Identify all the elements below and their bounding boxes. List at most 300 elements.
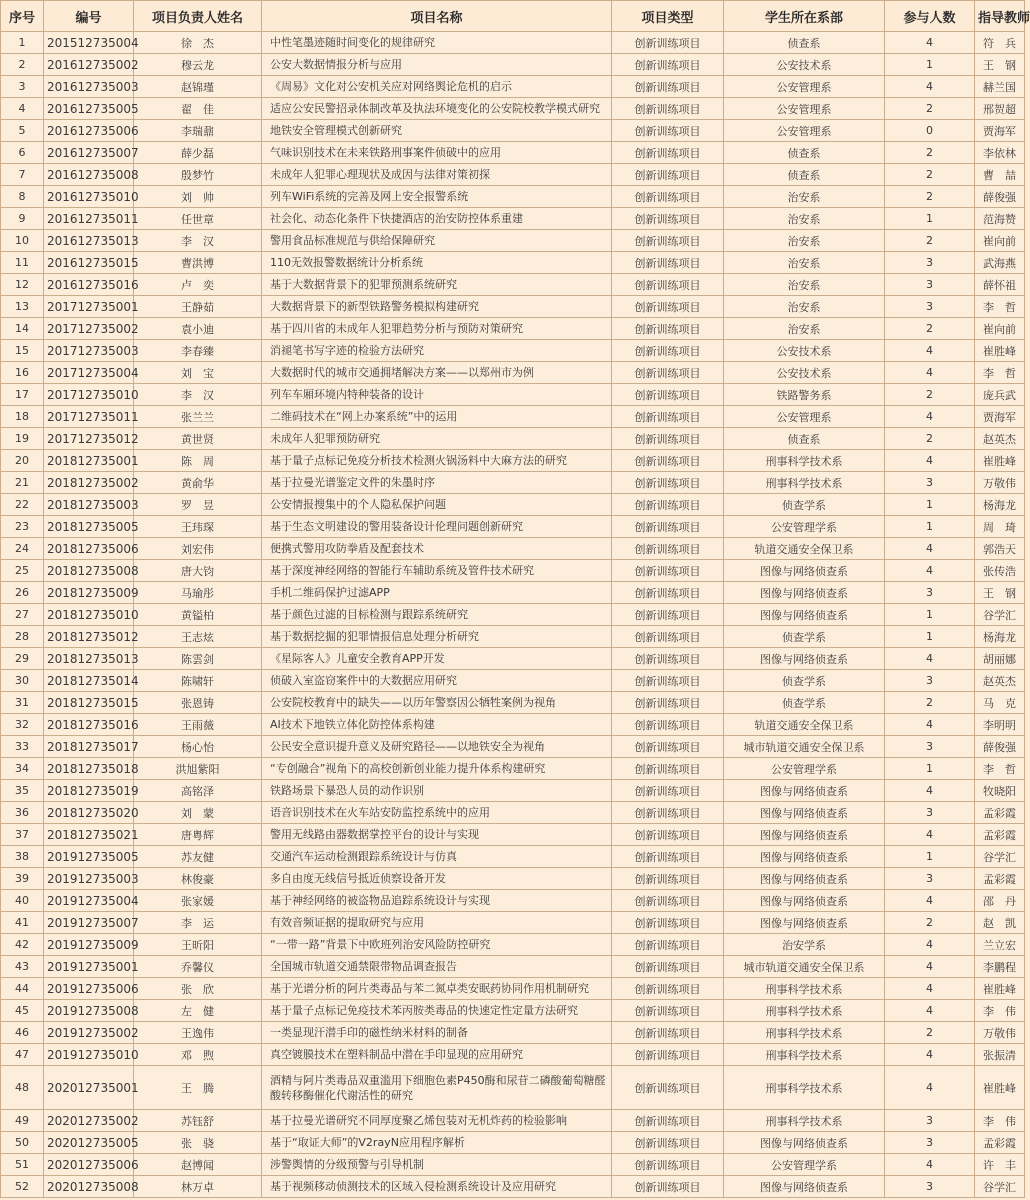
cell-index: 13	[1, 296, 44, 318]
cell-project-type: 创新训练项目	[612, 538, 724, 560]
cell-advisor: 薛俊强	[975, 736, 1025, 758]
cell-advisor: 曹 喆	[975, 164, 1025, 186]
cell-department: 图像与网络侦查系	[724, 824, 885, 846]
table-row	[1, 516, 1025, 538]
cell-participants: 3	[885, 296, 975, 318]
cell-advisor: 周 琦	[975, 516, 1025, 538]
cell-project-type: 创新训练项目	[612, 296, 724, 318]
table-row	[1, 252, 1025, 274]
cell-project-name: 适应公安民警招录体制改革及执法环境变化的公安院校教学模式研究	[262, 98, 612, 120]
cell-participants: 2	[885, 692, 975, 714]
cell-code: 201912735006	[44, 978, 134, 1000]
cell-project-type: 创新训练项目	[612, 824, 724, 846]
cell-participants: 1	[885, 758, 975, 780]
cell-participants: 2	[885, 318, 975, 340]
cell-project-type: 创新训练项目	[612, 340, 724, 362]
cell-participants: 3	[885, 868, 975, 890]
cell-leader: 高铭泽	[134, 780, 262, 802]
cell-code: 201712735001	[44, 296, 134, 318]
cell-leader: 王静茹	[134, 296, 262, 318]
cell-department: 治安学系	[724, 934, 885, 956]
cell-index: 9	[1, 208, 44, 230]
table-row	[1, 186, 1025, 208]
table-row	[1, 1000, 1025, 1022]
cell-participants: 4	[885, 1154, 975, 1176]
cell-project-name: 手机二维码保护过滤APP	[262, 582, 612, 604]
cell-project-type: 创新训练项目	[612, 186, 724, 208]
cell-index: 42	[1, 934, 44, 956]
cell-project-name: 基于颜色过滤的目标检测与跟踪系统研究	[262, 604, 612, 626]
cell-code: 201812735021	[44, 824, 134, 846]
cell-participants: 2	[885, 142, 975, 164]
cell-code: 201812735010	[44, 604, 134, 626]
cell-participants: 4	[885, 824, 975, 846]
cell-project-type: 创新训练项目	[612, 76, 724, 98]
cell-code: 201612735006	[44, 120, 134, 142]
cell-index: 38	[1, 846, 44, 868]
cell-project-type: 创新训练项目	[612, 1000, 724, 1022]
cell-advisor: 胡丽娜	[975, 648, 1025, 670]
cell-project-name: 基于拉曼光谱研究不同厚度聚乙烯包装对无机炸药的检验影响	[262, 1110, 612, 1132]
cell-participants: 3	[885, 472, 975, 494]
cell-project-name: 未成年人犯罪心理现状及成因与法律对策初探	[262, 164, 612, 186]
cell-department: 侦查系	[724, 142, 885, 164]
cell-advisor: 王 钢	[975, 582, 1025, 604]
cell-index: 20	[1, 450, 44, 472]
table-row	[1, 912, 1025, 934]
cell-project-name: 基于拉曼光谱鉴定文件的朱墨时序	[262, 472, 612, 494]
cell-department: 公安管理系	[724, 76, 885, 98]
cell-index: 22	[1, 494, 44, 516]
cell-project-name: 基于大数据背景下的犯罪预测系统研究	[262, 274, 612, 296]
cell-advisor: 谷学汇	[975, 604, 1025, 626]
cell-participants: 1	[885, 494, 975, 516]
cell-leader: 张 骁	[134, 1132, 262, 1154]
cell-advisor: 李 哲	[975, 362, 1025, 384]
table-row	[1, 472, 1025, 494]
table-row	[1, 978, 1025, 1000]
cell-project-type: 创新训练项目	[612, 32, 724, 54]
cell-advisor: 范海赞	[975, 208, 1025, 230]
cell-project-name: 基于四川省的未成年人犯罪趋势分析与预防对策研究	[262, 318, 612, 340]
cell-participants: 4	[885, 362, 975, 384]
cell-code: 201712735012	[44, 428, 134, 450]
cell-leader: 黄世贤	[134, 428, 262, 450]
cell-project-name: 未成年人犯罪预防研究	[262, 428, 612, 450]
cell-project-name: 公安情报搜集中的个人隐私保护问题	[262, 494, 612, 516]
cell-participants: 2	[885, 1022, 975, 1044]
cell-project-type: 创新训练项目	[612, 450, 724, 472]
cell-code: 201912735008	[44, 1000, 134, 1022]
cell-project-name: 社会化、动态化条件下快捷酒店的治安防控体系重建	[262, 208, 612, 230]
cell-participants: 4	[885, 890, 975, 912]
cell-index: 44	[1, 978, 44, 1000]
cell-code: 201712735003	[44, 340, 134, 362]
cell-leader: 邓 煦	[134, 1044, 262, 1066]
cell-leader: 杨心怡	[134, 736, 262, 758]
cell-index: 32	[1, 714, 44, 736]
cell-code: 201612735010	[44, 186, 134, 208]
table-row	[1, 428, 1025, 450]
cell-project-type: 创新训练项目	[612, 978, 724, 1000]
header-department: 学生所在系部	[724, 1, 885, 32]
cell-code: 201612735003	[44, 76, 134, 98]
cell-project-type: 创新训练项目	[612, 98, 724, 120]
cell-index: 18	[1, 406, 44, 428]
cell-index: 7	[1, 164, 44, 186]
cell-project-type: 创新训练项目	[612, 934, 724, 956]
cell-code: 201912735005	[44, 846, 134, 868]
cell-participants: 3	[885, 1110, 975, 1132]
cell-code: 201912735007	[44, 912, 134, 934]
table-row	[1, 1132, 1025, 1154]
cell-project-type: 创新训练项目	[612, 406, 724, 428]
table-row	[1, 1176, 1025, 1198]
cell-index: 14	[1, 318, 44, 340]
header-project-type: 项目类型	[612, 1, 724, 32]
cell-project-name: 警用食品标准规范与供给保障研究	[262, 230, 612, 252]
cell-leader: 乔馨仪	[134, 956, 262, 978]
cell-department: 治安系	[724, 208, 885, 230]
cell-index: 2	[1, 54, 44, 76]
cell-index: 37	[1, 824, 44, 846]
cell-leader: 唐大钧	[134, 560, 262, 582]
table-row	[1, 1154, 1025, 1176]
cell-code: 201812735015	[44, 692, 134, 714]
cell-code: 201812735002	[44, 472, 134, 494]
cell-participants: 3	[885, 1132, 975, 1154]
table-row	[1, 98, 1025, 120]
table-row	[1, 780, 1025, 802]
table-row	[1, 450, 1025, 472]
cell-department: 刑事科学技术系	[724, 1022, 885, 1044]
cell-code: 201512735004	[44, 32, 134, 54]
cell-leader: 黄镒柏	[134, 604, 262, 626]
cell-advisor: 孟彩霞	[975, 868, 1025, 890]
cell-index: 17	[1, 384, 44, 406]
cell-project-type: 创新训练项目	[612, 560, 724, 582]
cell-index: 40	[1, 890, 44, 912]
cell-department: 图像与网络侦查系	[724, 802, 885, 824]
cell-project-name: 基于“取证大师”的V2rayN应用程序解析	[262, 1132, 612, 1154]
cell-participants: 4	[885, 450, 975, 472]
cell-advisor: 谷学汇	[975, 846, 1025, 868]
cell-participants: 3	[885, 274, 975, 296]
table-row	[1, 340, 1025, 362]
cell-participants: 2	[885, 230, 975, 252]
cell-advisor: 赵英杰	[975, 428, 1025, 450]
cell-project-name: “专创融合”视角下的高校创新创业能力提升体系构建研究	[262, 758, 612, 780]
cell-leader: 任世章	[134, 208, 262, 230]
cell-department: 刑事科学技术系	[724, 978, 885, 1000]
cell-department: 公安技术系	[724, 54, 885, 76]
cell-code: 201912735001	[44, 956, 134, 978]
table-row	[1, 626, 1025, 648]
cell-advisor: 张振清	[975, 1044, 1025, 1066]
table-row	[1, 802, 1025, 824]
cell-index: 36	[1, 802, 44, 824]
cell-advisor: 邵 丹	[975, 890, 1025, 912]
cell-index: 48	[1, 1066, 44, 1110]
cell-advisor: 李 伟	[975, 1110, 1025, 1132]
cell-department: 城市轨道交通安全保卫系	[724, 736, 885, 758]
cell-participants: 3	[885, 736, 975, 758]
cell-project-name: 一类显现汗潜手印的磁性纳米材料的制备	[262, 1022, 612, 1044]
cell-leader: 陈雲剑	[134, 648, 262, 670]
cell-leader: 赵博闻	[134, 1154, 262, 1176]
cell-advisor: 崔胜峰	[975, 1066, 1025, 1110]
cell-project-name: 公民安全意识提升意义及研究路径——以地铁安全为视角	[262, 736, 612, 758]
cell-project-name: 全国城市轨道交通禁限带物品调查报告	[262, 956, 612, 978]
cell-project-name: 二维码技术在“网上办案系统”中的运用	[262, 406, 612, 428]
cell-code: 201812735018	[44, 758, 134, 780]
cell-code: 201612735005	[44, 98, 134, 120]
cell-participants: 2	[885, 164, 975, 186]
cell-code: 201612735015	[44, 252, 134, 274]
cell-index: 15	[1, 340, 44, 362]
cell-project-name: 基于量子点标记免疫技术苯丙胺类毒品的快速定性定量方法研究	[262, 1000, 612, 1022]
cell-advisor: 赵英杰	[975, 670, 1025, 692]
cell-project-type: 创新训练项目	[612, 494, 724, 516]
cell-leader: 唐粤辉	[134, 824, 262, 846]
cell-participants: 1	[885, 54, 975, 76]
cell-advisor: 赵 凯	[975, 912, 1025, 934]
table-row	[1, 648, 1025, 670]
cell-project-name: 气味识别技术在未来铁路刑事案件侦破中的应用	[262, 142, 612, 164]
cell-department: 刑事科学技术系	[724, 450, 885, 472]
table-header-row	[1, 1, 1025, 32]
cell-index: 4	[1, 98, 44, 120]
cell-index: 6	[1, 142, 44, 164]
cell-index: 34	[1, 758, 44, 780]
cell-department: 图像与网络侦查系	[724, 890, 885, 912]
cell-advisor: 薛怀祖	[975, 274, 1025, 296]
cell-participants: 1	[885, 626, 975, 648]
cell-code: 201612735007	[44, 142, 134, 164]
cell-code: 201712735011	[44, 406, 134, 428]
cell-advisor: 万敬伟	[975, 472, 1025, 494]
cell-advisor: 崔向前	[975, 230, 1025, 252]
cell-code: 202012735002	[44, 1110, 134, 1132]
cell-department: 侦查学系	[724, 494, 885, 516]
cell-project-name: 侦破入室盗窃案件中的大数据应用研究	[262, 670, 612, 692]
table-row	[1, 384, 1025, 406]
cell-participants: 4	[885, 1044, 975, 1066]
cell-code: 201612735013	[44, 230, 134, 252]
cell-department: 侦查系	[724, 32, 885, 54]
cell-department: 图像与网络侦查系	[724, 780, 885, 802]
cell-project-name: 列车车厢环境内特种装备的设计	[262, 384, 612, 406]
cell-index: 30	[1, 670, 44, 692]
cell-leader: 李瑞鼐	[134, 120, 262, 142]
cell-department: 城市轨道交通安全保卫系	[724, 956, 885, 978]
cell-advisor: 崔胜峰	[975, 978, 1025, 1000]
table-row	[1, 142, 1025, 164]
cell-department: 治安系	[724, 186, 885, 208]
cell-department: 公安管理学系	[724, 758, 885, 780]
cell-department: 图像与网络侦查系	[724, 604, 885, 626]
cell-participants: 4	[885, 648, 975, 670]
table-row	[1, 582, 1025, 604]
cell-project-name: 大数据背景下的新型铁路警务模拟构建研究	[262, 296, 612, 318]
cell-advisor: 李明明	[975, 714, 1025, 736]
cell-project-name: AI技术下地铁立体化防控体系构建	[262, 714, 612, 736]
cell-index: 52	[1, 1176, 44, 1198]
cell-leader: 殷梦竹	[134, 164, 262, 186]
cell-project-type: 创新训练项目	[612, 604, 724, 626]
cell-code: 201912735002	[44, 1022, 134, 1044]
cell-leader: 张家媛	[134, 890, 262, 912]
cell-department: 治安系	[724, 296, 885, 318]
cell-leader: 刘 宝	[134, 362, 262, 384]
cell-advisor: 贾海军	[975, 120, 1025, 142]
cell-project-name: 大数据时代的城市交通拥堵解决方案——以郑州市为例	[262, 362, 612, 384]
cell-index: 25	[1, 560, 44, 582]
cell-department: 公安管理系	[724, 120, 885, 142]
cell-leader: 王玮琛	[134, 516, 262, 538]
cell-participants: 4	[885, 340, 975, 362]
cell-department: 刑事科学技术系	[724, 1000, 885, 1022]
table-row	[1, 934, 1025, 956]
cell-project-name: 基于视频移动侦测技术的区域入侵检测系统设计及应用研究	[262, 1176, 612, 1198]
cell-project-name: 警用无线路由器数据掌控平台的设计与实现	[262, 824, 612, 846]
cell-code: 201812735003	[44, 494, 134, 516]
cell-participants: 4	[885, 406, 975, 428]
cell-participants: 3	[885, 670, 975, 692]
cell-code: 201812735006	[44, 538, 134, 560]
cell-code: 201912735009	[44, 934, 134, 956]
cell-advisor: 赫兰国	[975, 76, 1025, 98]
cell-code: 201912735003	[44, 868, 134, 890]
cell-index: 10	[1, 230, 44, 252]
cell-department: 公安技术系	[724, 362, 885, 384]
table-row	[1, 604, 1025, 626]
cell-project-type: 创新训练项目	[612, 956, 724, 978]
cell-leader: 王逸伟	[134, 1022, 262, 1044]
table-row	[1, 560, 1025, 582]
header-leader: 项目负责人姓名	[134, 1, 262, 32]
cell-code: 201812735008	[44, 560, 134, 582]
cell-project-type: 创新训练项目	[612, 1154, 724, 1176]
cell-leader: 刘 帅	[134, 186, 262, 208]
cell-index: 5	[1, 120, 44, 142]
cell-project-name: 列车WiFi系统的完善及网上安全报警系统	[262, 186, 612, 208]
cell-code: 201712735010	[44, 384, 134, 406]
cell-department: 治安系	[724, 230, 885, 252]
cell-project-type: 创新训练项目	[612, 802, 724, 824]
cell-project-type: 创新训练项目	[612, 736, 724, 758]
cell-advisor: 孟彩霞	[975, 802, 1025, 824]
cell-index: 39	[1, 868, 44, 890]
cell-department: 图像与网络侦查系	[724, 560, 885, 582]
cell-department: 图像与网络侦查系	[724, 1176, 885, 1198]
table-row	[1, 208, 1025, 230]
cell-code: 201812735016	[44, 714, 134, 736]
cell-participants: 2	[885, 186, 975, 208]
cell-department: 公安技术系	[724, 340, 885, 362]
cell-department: 侦查学系	[724, 626, 885, 648]
table-row	[1, 1066, 1025, 1110]
cell-advisor: 武海燕	[975, 252, 1025, 274]
cell-leader: 张兰兰	[134, 406, 262, 428]
cell-leader: 罗 昱	[134, 494, 262, 516]
cell-code: 202012735001	[44, 1066, 134, 1110]
cell-project-name: 公安大数据情报分析与应用	[262, 54, 612, 76]
cell-leader: 李 汉	[134, 230, 262, 252]
cell-department: 侦查学系	[724, 692, 885, 714]
cell-department: 图像与网络侦查系	[724, 1132, 885, 1154]
cell-project-type: 创新训练项目	[612, 648, 724, 670]
cell-project-name: 交通汽车运动检测跟踪系统设计与仿真	[262, 846, 612, 868]
cell-leader: 赵锦瑾	[134, 76, 262, 98]
cell-leader: 李 汉	[134, 384, 262, 406]
cell-index: 24	[1, 538, 44, 560]
table-row	[1, 318, 1025, 340]
cell-leader: 李 运	[134, 912, 262, 934]
cell-code: 201912735010	[44, 1044, 134, 1066]
cell-participants: 2	[885, 428, 975, 450]
cell-project-name: 基于光谱分析的阿片类毒品与苯二氮卓类安眠药协同作用机制研究	[262, 978, 612, 1000]
cell-department: 图像与网络侦查系	[724, 912, 885, 934]
cell-department: 刑事科学技术系	[724, 1066, 885, 1110]
header-code: 编号	[44, 1, 134, 32]
cell-code: 201712735004	[44, 362, 134, 384]
cell-project-type: 创新训练项目	[612, 912, 724, 934]
cell-project-name: 110无效报警数据统计分析系统	[262, 252, 612, 274]
cell-project-type: 创新训练项目	[612, 318, 724, 340]
cell-department: 侦查系	[724, 164, 885, 186]
cell-participants: 3	[885, 802, 975, 824]
table-row	[1, 846, 1025, 868]
table-row	[1, 494, 1025, 516]
cell-project-type: 创新训练项目	[612, 164, 724, 186]
cell-leader: 卢 奕	[134, 274, 262, 296]
cell-participants: 2	[885, 98, 975, 120]
cell-project-type: 创新训练项目	[612, 1110, 724, 1132]
cell-participants: 1	[885, 516, 975, 538]
cell-project-name: 《周易》文化对公安机关应对网络舆论危机的启示	[262, 76, 612, 98]
cell-leader: 李春臻	[134, 340, 262, 362]
cell-department: 治安系	[724, 274, 885, 296]
cell-participants: 1	[885, 208, 975, 230]
cell-code: 201612735002	[44, 54, 134, 76]
cell-advisor: 马 克	[975, 692, 1025, 714]
table-row	[1, 758, 1025, 780]
cell-project-type: 创新训练项目	[612, 516, 724, 538]
cell-leader: 陈啸轩	[134, 670, 262, 692]
table-row	[1, 120, 1025, 142]
cell-project-name: 基于量子点标记免疫分析技术检测火锅汤料中大麻方法的研究	[262, 450, 612, 472]
cell-code: 201612735008	[44, 164, 134, 186]
cell-index: 19	[1, 428, 44, 450]
cell-advisor: 李 哲	[975, 296, 1025, 318]
cell-participants: 3	[885, 582, 975, 604]
cell-participants: 2	[885, 384, 975, 406]
cell-leader: 林俊豪	[134, 868, 262, 890]
table-row	[1, 274, 1025, 296]
cell-project-type: 创新训练项目	[612, 626, 724, 648]
cell-leader: 袁小迪	[134, 318, 262, 340]
cell-leader: 陈 周	[134, 450, 262, 472]
cell-leader: 王志炫	[134, 626, 262, 648]
cell-department: 侦查学系	[724, 670, 885, 692]
cell-leader: 黄俞华	[134, 472, 262, 494]
cell-index: 50	[1, 1132, 44, 1154]
cell-code: 201812735001	[44, 450, 134, 472]
cell-project-type: 创新训练项目	[612, 758, 724, 780]
cell-leader: 洪旭紫阳	[134, 758, 262, 780]
cell-advisor: 邢贺超	[975, 98, 1025, 120]
